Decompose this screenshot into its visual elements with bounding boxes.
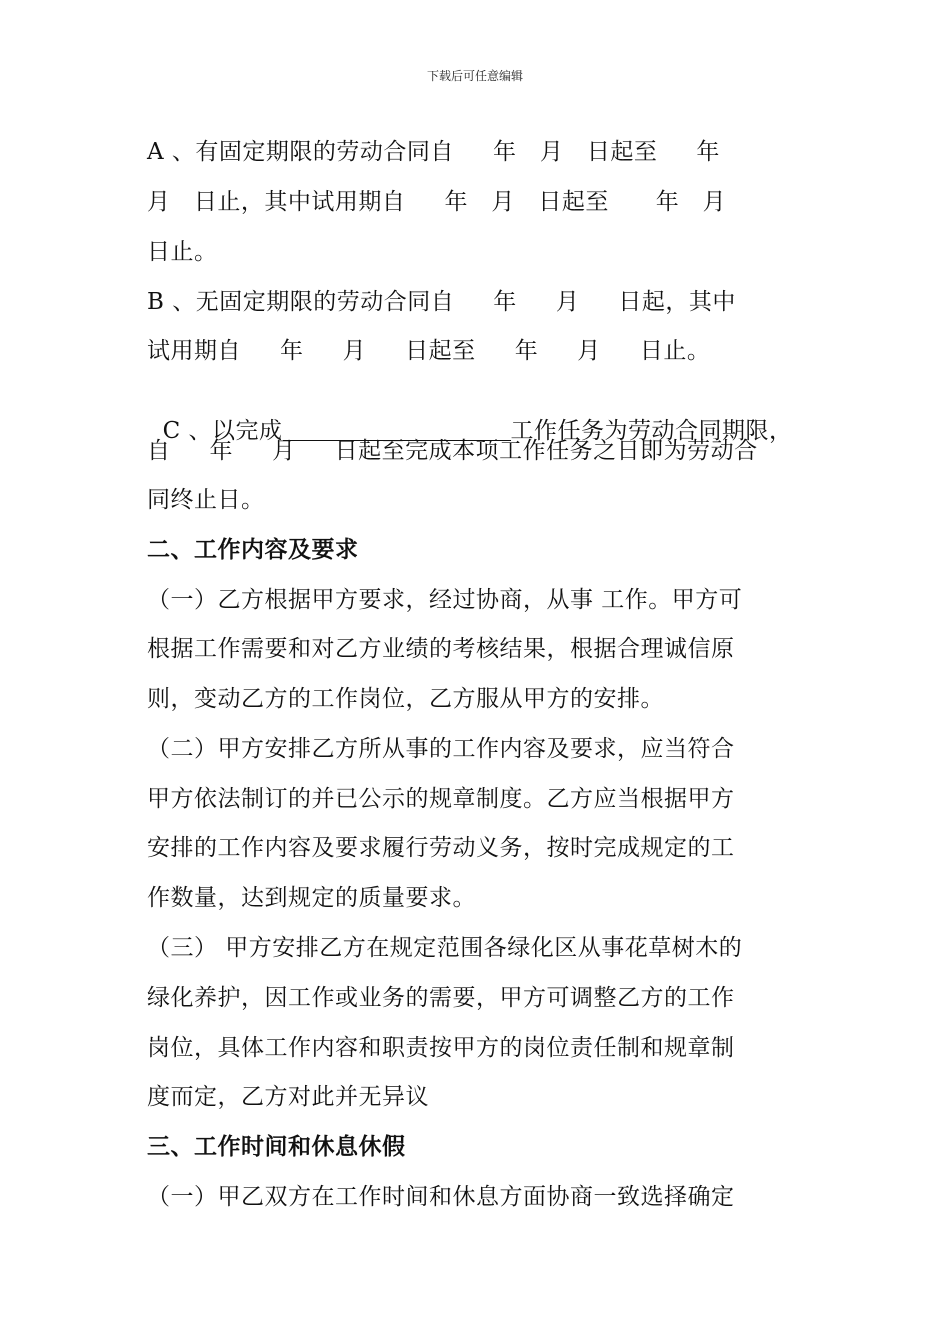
clause-b-line-1: B 、无固定期限的劳动合同自 年 月 日起，其中 <box>147 289 736 315</box>
page-header: 下载后可任意编辑 <box>426 69 523 83</box>
paragraph-2-3-line-1: （三） 甲方安排乙方在规定范围各绿化区从事花草树木的 <box>147 935 743 961</box>
paragraph-2-3-line-3: 岗位，具体工作内容和职责按甲方的岗位责任制和规章制 <box>147 1035 735 1061</box>
paragraph-2-2-line-3: 安排的工作内容及要求履行劳动义务，按时完成规定的工 <box>147 835 735 861</box>
paragraph-2-2-line-4: 作数量，达到规定的质量要求。 <box>147 885 476 911</box>
clause-a-line-3: 日止。 <box>147 239 218 265</box>
clause-c-line-2: 自 年 月 日起至完成本项工作任务之日即为劳动合 <box>147 438 758 464</box>
clause-a-line-1: A 、有固定期限的劳动合同自 年 月 日起至 年 <box>147 139 720 165</box>
paragraph-2-2-line-1: （二）甲方安排乙方所从事的工作内容及要求，应当符合 <box>147 736 735 762</box>
clause-c-suffix: 工作任务为劳动合同期限， <box>510 418 793 444</box>
paragraph-2-1-line-3: 则，变动乙方的工作岗位，乙方服从甲方的安排。 <box>147 686 664 712</box>
clause-a-line-2: 月 日止，其中试用期自 年 月 日起至 年 月 <box>147 189 727 215</box>
paragraph-2-1-line-1: （一）乙方根据甲方要求，经过协商，从事 工作。甲方可 <box>147 587 743 613</box>
paragraph-2-1-line-2: 根据工作需要和对乙方业绩的考核结果，根据合理诚信原 <box>147 636 735 662</box>
paragraph-2-3-line-2: 绿化养护，因工作或业务的需要，甲方可调整乙方的工作 <box>147 985 735 1011</box>
section-heading-3: 三、工作时间和休息休假 <box>147 1134 406 1160</box>
paragraph-2-2-line-2: 甲方依法制订的并已公示的规章制度。乙方应当根据甲方 <box>147 786 735 812</box>
clause-c-prefix: C 、以完成 <box>162 418 283 444</box>
clause-b-line-2: 试用期自 年 月 日起至 年 月 日止。 <box>147 338 711 364</box>
clause-c-line-3: 同终止日。 <box>147 487 265 513</box>
paragraph-2-3-line-4: 度而定，乙方对此并无异议 <box>147 1084 429 1110</box>
section-heading-2: 二、工作内容及要求 <box>147 537 359 563</box>
paragraph-3-1-line-1: （一）甲乙双方在工作时间和休息方面协商一致选择确定 <box>147 1184 735 1210</box>
